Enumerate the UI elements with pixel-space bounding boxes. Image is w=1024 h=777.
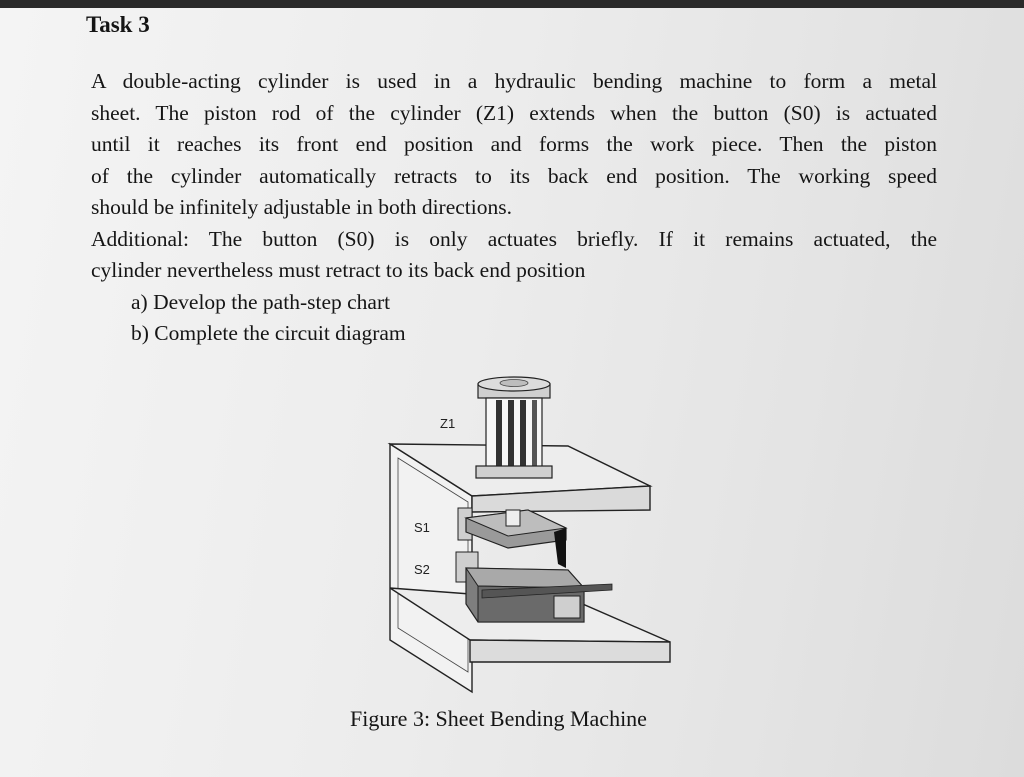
bending-machine-figure <box>378 372 678 697</box>
question-b: b) Complete the circuit diagram <box>131 321 406 345</box>
label-s2: S2 <box>414 562 430 577</box>
paragraph-line: cylinder nevertheless must retract to its back end position <box>91 258 586 282</box>
label-s1: S1 <box>414 520 430 535</box>
cylinder-z1 <box>476 377 552 478</box>
label-z1: Z1 <box>440 416 456 431</box>
task-description <box>91 66 937 350</box>
paragraph-line: sheet. The piston rod of the cylinder (Z1) extends when the button (S0) is actuated <box>91 100 937 125</box>
task-title: Task 3 <box>86 12 150 37</box>
top-edge-bar <box>0 0 1024 8</box>
figure-caption: Figure 3: Sheet Bending Machine <box>350 706 647 731</box>
paragraph-line: should be infinitely adjustable in both directions. <box>91 195 512 219</box>
paragraph-line: Additional: The button (S0) is only actuates briefly. If it remains actuated, the <box>91 226 937 251</box>
paragraph-line: A double-acting cylinder is used in a hydraulic bending machine to form a metal <box>91 69 937 93</box>
paragraph-line: until it reaches its front end position and forms the work piece. Then the piston <box>91 132 937 156</box>
paragraph-line: of the cylinder automatically retracts to its back end position. The working speed <box>91 163 937 188</box>
question-a: a) Develop the path-step chart <box>131 289 391 314</box>
